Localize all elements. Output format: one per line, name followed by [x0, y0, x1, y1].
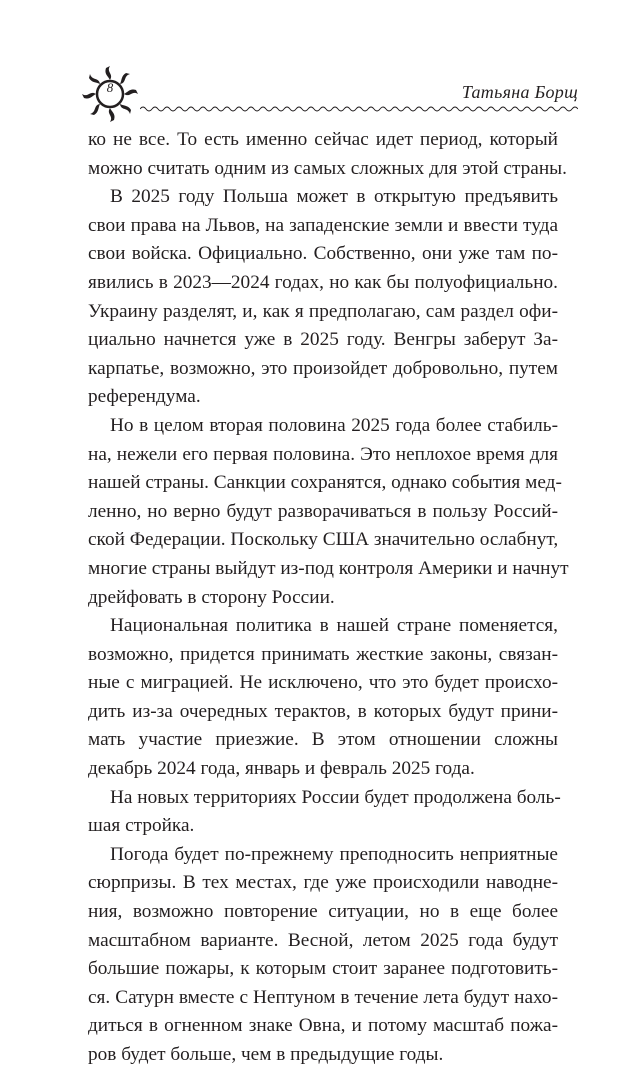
paragraph: [88, 183, 558, 412]
paragraph: [88, 784, 561, 841]
text-line: На новых территориях России будет продолжена боль-: [110, 786, 561, 808]
text-line: ся. Сатурн вместе с Нептуном в течение лета будут нахо-: [88, 986, 558, 1008]
running-title: Татьяна Борщ: [461, 82, 578, 102]
text-line: шая стройка.: [88, 815, 195, 837]
text-line: карпатье, возможно, это произойдет добровольно, путем: [88, 357, 558, 379]
text-line: Погода будет по-прежнему преподносить неприятные: [110, 843, 558, 865]
text-line: возможно, придется принимать жесткие законы, связан-: [88, 643, 558, 665]
text-line: Национальная политика в нашей стране поменяется,: [110, 615, 558, 637]
text-line: Но в целом вторая половина 2025 года более стабиль-: [110, 414, 558, 436]
text-line: дить из-за очередных терактов, в которых будут прини-: [88, 700, 558, 722]
text-line: ров будет больше, чем в предыдущие годы.: [88, 1044, 444, 1065]
text-line: мать участие приезжие. В этом отношении сложны: [88, 729, 558, 751]
text-line: нашей страны. Санкции сохранятся, однако события мед-: [88, 472, 562, 494]
text-line: референдума.: [88, 386, 201, 408]
text-line: явились в 2023—2024 годах, но как бы полуофициально.: [88, 271, 558, 293]
text-line: циально начнется уже в 2025 году. Венгры заберут За-: [88, 329, 558, 351]
text-line: ные с миграцией. Не исключено, что это будет происхо-: [88, 672, 558, 694]
text-line: свои войска. Официально. Собственно, они уже там по-: [88, 243, 558, 265]
text-line: большие пожары, к которым стоит заранее подготовить-: [88, 958, 558, 980]
text-line: Украину разделят, и, как я предполагаю, сам раздел офи-: [88, 300, 558, 322]
paragraph: [88, 412, 569, 612]
paragraph: [88, 841, 558, 1070]
text-line: ской Федерации. Поскольку США значительно ослабнут,: [88, 529, 559, 551]
text-line: ко не все. То есть именно сейчас идет период, который: [88, 129, 558, 150]
text-line: В 2025 году Польша может в открытую предъявить: [110, 186, 558, 208]
text-line: многие страны выйдут из-под контроля Америки и начнут: [88, 557, 569, 579]
text-line: сюрпризы. В тех местах, где уже происходили наводне-: [88, 872, 558, 894]
paragraph: [88, 612, 558, 784]
text-line: свои права на Львов, на западенские земли и ввести туда: [88, 214, 558, 236]
text-line: ния, возможно повторение ситуации, но в еще более: [88, 901, 558, 923]
body-text: [88, 126, 569, 1070]
page-number: 8: [106, 80, 114, 95]
text-line: диться в огненном знаке Овна, и потому масштаб пожа-: [88, 1015, 558, 1037]
text-line: дрейфовать в сторону России.: [88, 586, 335, 608]
text-line: масштабном варианте. Весной, летом 2025 года будут: [88, 929, 558, 951]
paragraph: [88, 126, 567, 183]
page-header: [78, 62, 578, 132]
wavy-rule: [140, 104, 578, 114]
text-line: ленно, но верно будут разворачиваться в пользу Россий-: [88, 500, 558, 522]
text-line: декабрь 2024 года, январь и февраль 2025 года.: [88, 758, 475, 780]
text-line: можно считать одним из самых сложных для этой страны.: [88, 157, 567, 179]
text-line: на, нежели его первая половина. Это неплохое время для: [88, 443, 558, 465]
